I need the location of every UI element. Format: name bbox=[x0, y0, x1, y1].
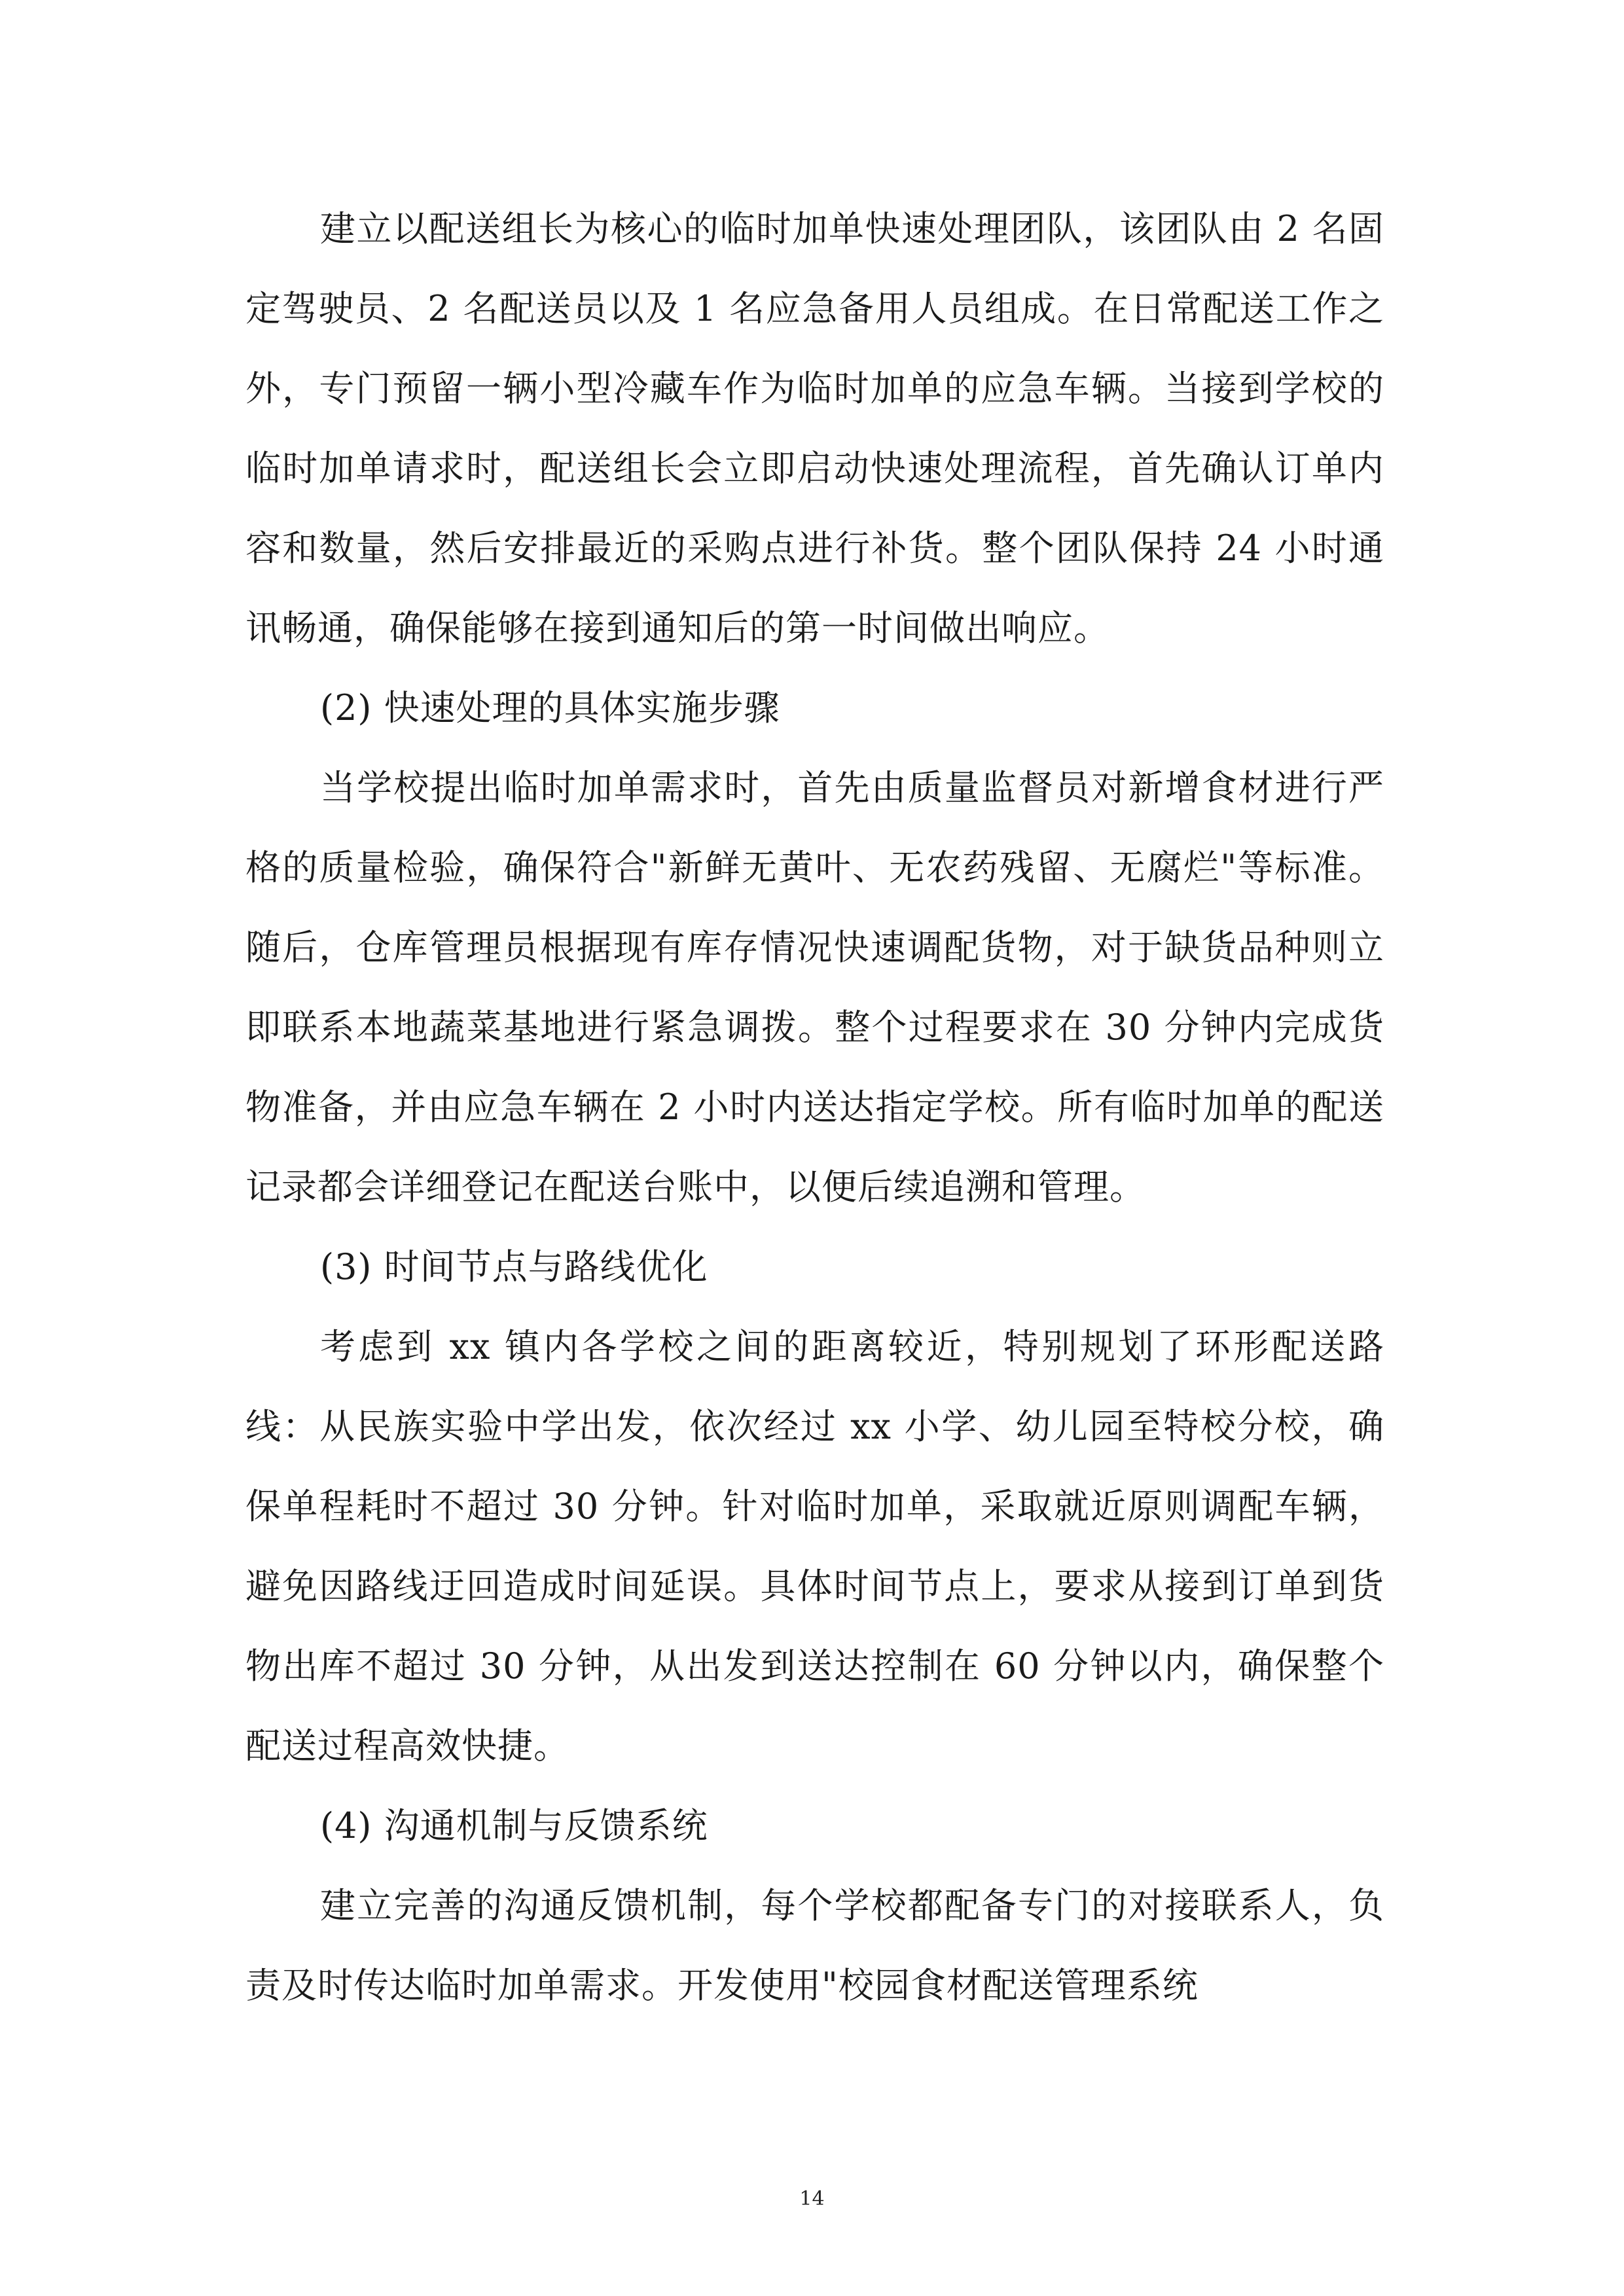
paragraph-team-setup: 建立以配送组长为核心的临时加单快速处理团队，该团队由 2 名固定驾驶员、2 名配送员以及 1 名应急备用人员组成。在日常配送工作之外，专门预留一辆小型冷藏车作为临时加单的应急车辆。当接到学校的临时加单请求时，配送组长会立即启动快速处理流程，首先确认订单内容和数量，然后安排最近的采购点进行补货。整个团队保持 24 小时通讯畅通，确保能够在接到通知后的第一时间做出响应。 bbox=[245, 208, 1384, 649]
paragraph-route-optimization: 考虑到 xx 镇内各学校之间的距离较近，特别规划了环形配送路线：从民族实验中学出发，依次经过 xx 小学、幼儿园至特校分校，确保单程耗时不超过 30 分钟。针对临时加单，采取就近原则调配车辆，避免因路线迂回造成时间延误。具体时间节点上，要求从接到订单到货物出库不超过 30 分钟，从出发到送达控制在 60 分钟以内，确保整个配送过程高效快捷。 bbox=[245, 1326, 1384, 1767]
section-heading-timing-route-optimization: (3) 时间节点与路线优化 bbox=[320, 1246, 708, 1287]
section-heading-communication-feedback: (4) 沟通机制与反馈系统 bbox=[320, 1805, 708, 1846]
page-number: 14 bbox=[799, 2187, 825, 2210]
paragraph-communication-mechanism: 建立完善的沟通反馈机制，每个学校都配备专门的对接联系人，负责及时传达临时加单需求。开发使用"校园食材配送管理系统 bbox=[245, 1885, 1384, 2006]
paragraph-processing-steps: 当学校提出临时加单需求时，首先由质量监督员对新增食材进行严格的质量检验，确保符合"新鲜无黄叶、无农药残留、无腐烂"等标准。随后，仓库管理员根据现有库存情况快速调配货物，对于缺货品种则立即联系本地蔬菜基地进行紧急调拨。整个过程要求在 30 分钟内完成货物准备，并由应急车辆在 2 小时内送达指定学校。所有临时加单的配送记录都会详细登记在配送台账中，以便后续追溯和管理。 bbox=[245, 767, 1384, 1208]
document-body bbox=[245, 189, 1384, 2026]
section-heading-quick-processing-steps: (2) 快速处理的具体实施步骤 bbox=[320, 687, 780, 728]
